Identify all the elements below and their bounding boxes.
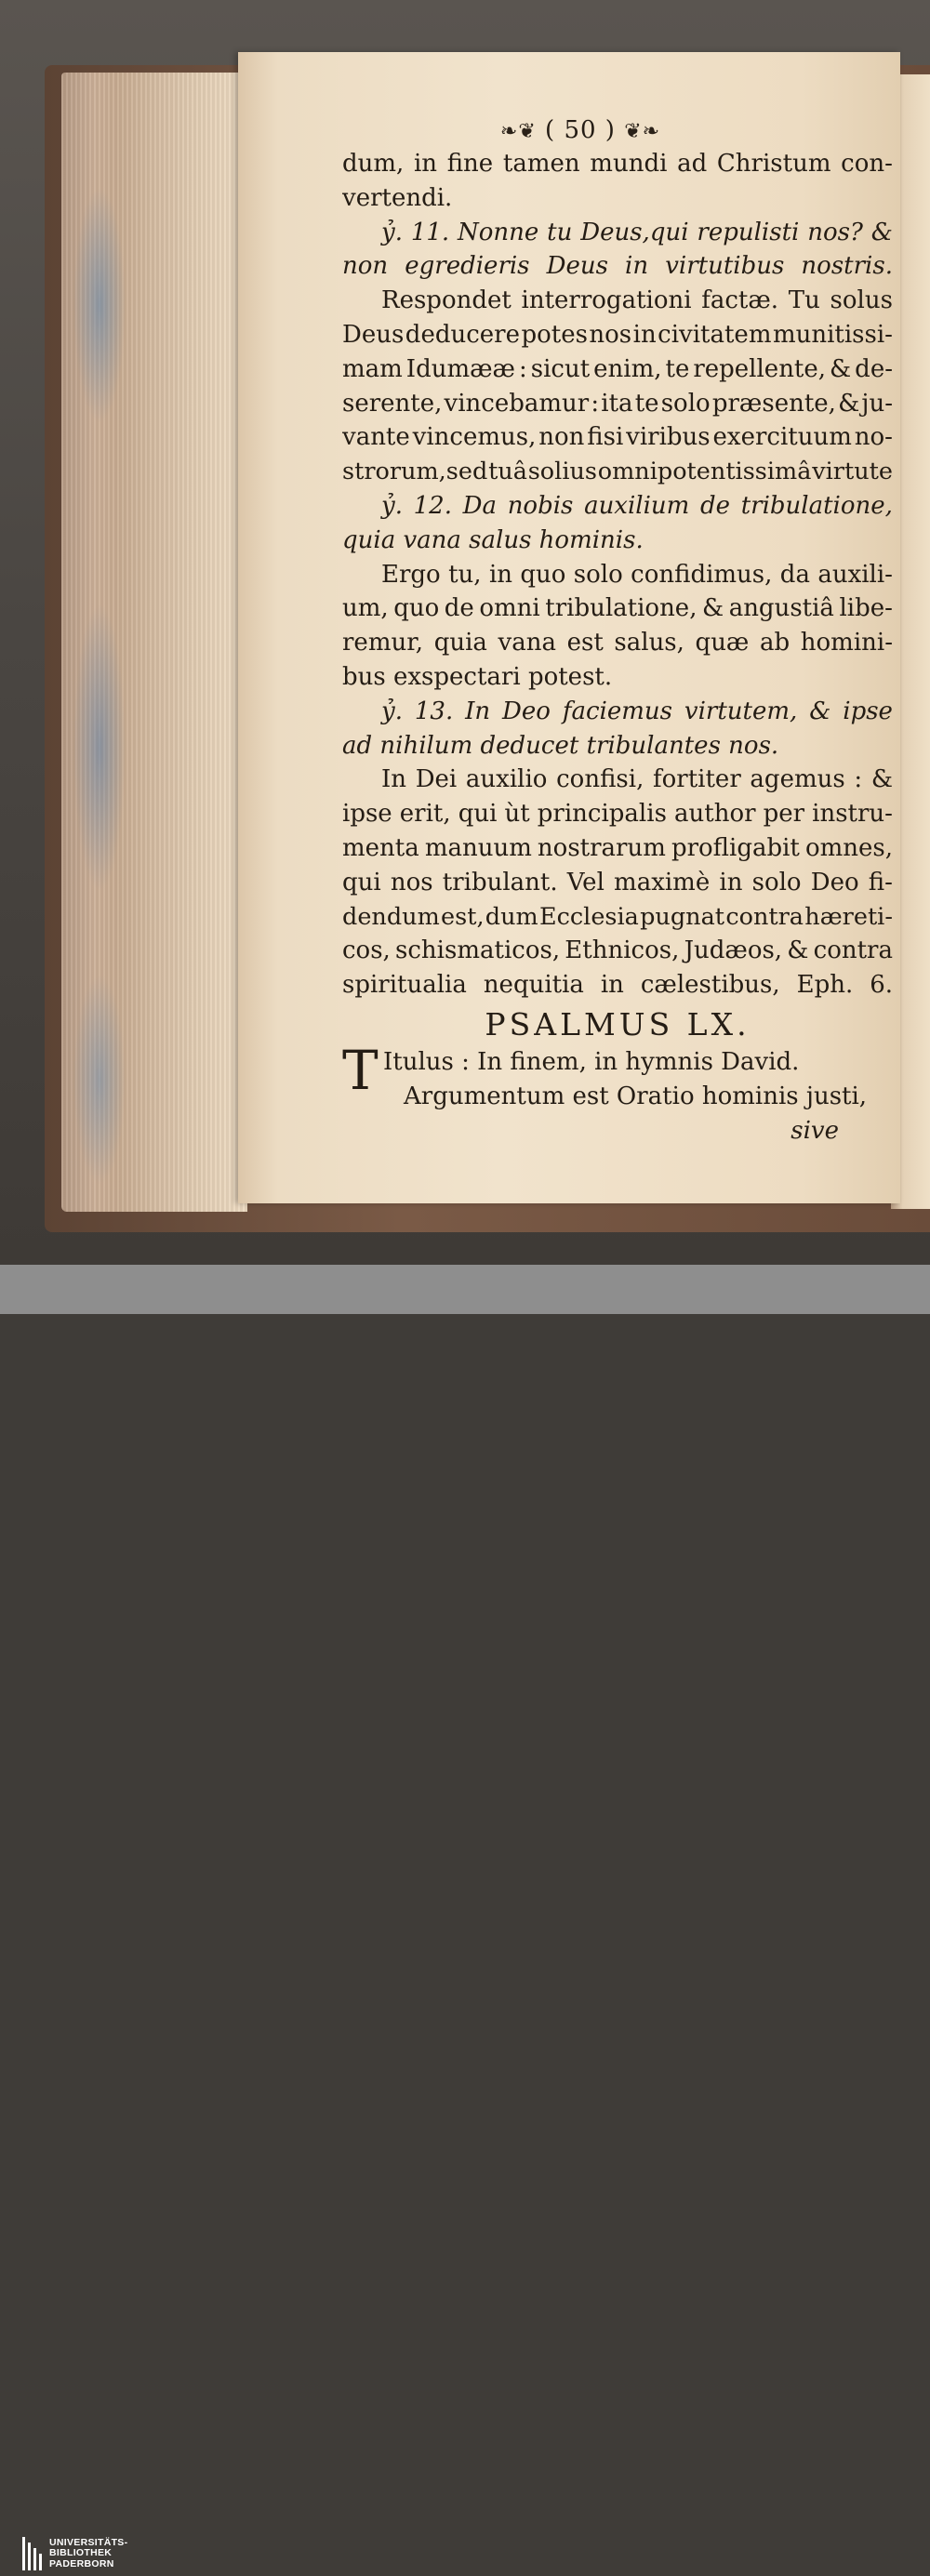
text-line xyxy=(342,968,893,1003)
word: strorum,sed xyxy=(342,458,488,486)
word: menta xyxy=(342,833,419,862)
word: In xyxy=(381,765,407,794)
word: ab xyxy=(760,629,790,657)
word: fine xyxy=(446,150,494,178)
logo-line-3: PADERBORN xyxy=(49,2557,114,2569)
word: schismaticos, xyxy=(395,936,561,965)
word: 13. xyxy=(414,697,454,725)
page-header xyxy=(342,113,893,147)
text-line xyxy=(342,147,893,181)
word: repulisti xyxy=(697,218,800,246)
word: homini- xyxy=(800,629,893,657)
word: remur, xyxy=(342,629,424,657)
word: vana xyxy=(498,629,556,657)
word: ỷ. xyxy=(381,491,403,520)
word: Ethnicos, xyxy=(565,936,680,965)
word: omnipotentissimâ xyxy=(597,458,812,486)
word: faciemus xyxy=(562,697,672,725)
word: tu, xyxy=(448,560,482,589)
word: principalis xyxy=(537,800,667,829)
word: : xyxy=(854,765,863,794)
word: vincemus, xyxy=(412,423,537,452)
text-line xyxy=(342,900,893,935)
word: in xyxy=(632,320,657,349)
word: Deus xyxy=(342,320,405,349)
word: tribulatione, xyxy=(545,594,698,623)
word: Deus xyxy=(546,252,608,281)
ornament-right-icon: ❦❧ xyxy=(624,120,661,143)
word: te xyxy=(665,354,690,383)
word: mam xyxy=(342,354,403,383)
text-line xyxy=(342,934,893,968)
word: cos, xyxy=(342,936,391,965)
word: salus, xyxy=(614,629,684,657)
word: te xyxy=(634,389,659,418)
word: quo xyxy=(393,594,440,623)
word: agemus xyxy=(750,765,845,794)
word: in xyxy=(413,150,438,178)
psalm-heading: PSALMUS LX. xyxy=(485,1005,751,1042)
text-line xyxy=(342,216,893,250)
page-edge-stain xyxy=(67,84,132,1190)
text-line xyxy=(342,626,893,660)
text-line xyxy=(342,318,893,352)
word: solius xyxy=(527,458,597,486)
word: ipse xyxy=(342,800,392,829)
word: Nonne xyxy=(458,218,539,246)
word: hæreti- xyxy=(804,902,893,931)
word: contra xyxy=(813,936,893,965)
catchword: sive xyxy=(790,1116,839,1145)
word: & xyxy=(809,697,831,725)
word: nos xyxy=(589,320,632,349)
word: virtute xyxy=(812,458,893,486)
logo-line-2: BIBLIOTHEK xyxy=(49,2547,113,2559)
word: nos xyxy=(390,868,433,896)
word: in xyxy=(625,252,649,281)
word: Ecclesia xyxy=(538,902,639,931)
word: est xyxy=(566,629,604,657)
word: omni xyxy=(479,594,540,623)
word: quæ xyxy=(695,629,750,657)
word: Tu xyxy=(788,286,820,315)
word: deducere xyxy=(405,320,520,349)
word: sicut xyxy=(530,354,591,383)
text-line xyxy=(342,866,893,900)
word: fortiter xyxy=(653,765,741,794)
word: ipse xyxy=(843,697,893,725)
word: Respondet xyxy=(381,286,512,315)
word: & xyxy=(702,594,724,623)
text-line xyxy=(342,695,893,729)
word: Judæos, xyxy=(684,936,783,965)
word: vante xyxy=(342,423,410,452)
word: profligabit xyxy=(671,833,800,862)
word: solus xyxy=(830,286,893,315)
text-line xyxy=(342,387,893,421)
word: interrogationi xyxy=(521,286,692,315)
word: angustiâ xyxy=(728,594,834,623)
word: præsente, xyxy=(711,389,836,418)
word: quo xyxy=(520,560,566,589)
word: con- xyxy=(841,150,893,178)
word: manuum xyxy=(424,833,532,862)
word: cælestibus, xyxy=(640,971,780,1000)
text-line xyxy=(342,455,893,489)
library-logo xyxy=(22,2531,171,2576)
ornament-left-icon: ❧❦ xyxy=(499,120,537,143)
word: solo xyxy=(660,389,711,418)
word: nobis xyxy=(507,491,574,520)
word: ju- xyxy=(861,389,893,418)
word: confidimus, xyxy=(631,560,773,589)
text-line: quia vana salus hominis. xyxy=(342,525,644,554)
word: & xyxy=(870,765,893,794)
text-line xyxy=(342,249,893,284)
word: da xyxy=(779,560,810,589)
word: repellente, xyxy=(693,354,827,383)
word: Ergo xyxy=(381,560,441,589)
text-line xyxy=(342,797,893,831)
word: egredieris xyxy=(405,252,530,281)
word: Idumææ xyxy=(405,354,515,383)
word: in xyxy=(719,868,743,896)
word: enim, xyxy=(593,354,662,383)
word: de- xyxy=(855,354,893,383)
word: auxilium xyxy=(584,491,690,520)
text-line: vertendi. xyxy=(342,183,453,212)
word: in xyxy=(488,560,512,589)
word: fi- xyxy=(868,868,893,896)
text-line xyxy=(342,284,893,318)
page-number-close: ) xyxy=(596,116,625,144)
word: munitissi- xyxy=(772,320,893,349)
word: ỷ. xyxy=(381,697,403,725)
word: nequitia xyxy=(483,971,584,1000)
word: ita xyxy=(601,389,633,418)
word: author xyxy=(674,800,756,829)
word: vincebamur xyxy=(444,389,590,418)
word: fisi xyxy=(587,423,624,452)
text-line xyxy=(342,352,893,387)
word: virtutem, xyxy=(684,697,798,725)
word: civitatem xyxy=(658,320,772,349)
word: maximè xyxy=(614,868,711,896)
word: de xyxy=(700,491,731,520)
word: dum xyxy=(485,902,538,931)
word: non xyxy=(342,252,389,281)
word: auxili- xyxy=(817,560,893,589)
word: nos? xyxy=(807,218,863,246)
word: pugnat xyxy=(640,902,725,931)
word: potes xyxy=(521,320,588,349)
word: Christum xyxy=(716,150,831,178)
word: nostris. xyxy=(801,252,893,281)
argument-line: Argumentum est Oratio hominis justi, xyxy=(404,1082,868,1110)
word: & xyxy=(870,218,893,246)
word: qui xyxy=(458,800,498,829)
drop-capital: T xyxy=(342,1038,379,1102)
book-photograph xyxy=(0,0,930,1265)
word: dum, xyxy=(342,150,405,178)
word: Dei xyxy=(415,765,458,794)
word: contra xyxy=(725,902,804,931)
text-line xyxy=(342,763,893,797)
word: tamen xyxy=(502,150,580,178)
text-line xyxy=(342,558,893,592)
logo-line-1: UNIVERSITÄTS- xyxy=(49,2536,128,2548)
word: mundi xyxy=(590,150,668,178)
word: viribus xyxy=(626,423,711,452)
page-text xyxy=(342,113,893,1197)
word: tribulatione, xyxy=(740,491,893,520)
word: Eph. xyxy=(796,971,854,1000)
word: Da xyxy=(462,491,498,520)
text-line xyxy=(342,831,893,866)
word: erit, xyxy=(399,800,451,829)
word: & xyxy=(830,354,852,383)
word: 6. xyxy=(870,971,893,1000)
word: exercituum xyxy=(712,423,852,452)
library-logo-text xyxy=(49,2538,127,2570)
word: ad xyxy=(677,150,708,178)
word: serente, xyxy=(342,389,443,418)
word: tuâ xyxy=(488,458,527,486)
word: & xyxy=(787,936,809,965)
word: est, xyxy=(441,902,485,931)
word: In xyxy=(465,697,491,725)
page-number-open: ( xyxy=(545,116,565,144)
word: 12. xyxy=(413,491,452,520)
body-lines xyxy=(342,147,893,1003)
word: solo xyxy=(573,560,623,589)
word: per xyxy=(763,800,805,829)
word: um, xyxy=(342,594,389,623)
word: : xyxy=(518,354,527,383)
word: auxilio xyxy=(465,765,548,794)
word: de xyxy=(444,594,474,623)
word: tu xyxy=(547,218,573,246)
word: omnes, xyxy=(804,833,893,862)
word: Vel xyxy=(566,868,604,896)
word: libe- xyxy=(839,594,893,623)
word: 11. xyxy=(410,218,450,246)
text-line xyxy=(342,489,893,524)
word: virtutibus xyxy=(665,252,785,281)
word: nostrarum xyxy=(537,833,666,862)
psalm-title-text: Itulus : In finem, in hymnis David. xyxy=(383,1047,800,1076)
word: Deo xyxy=(810,868,859,896)
text-line: ad nihilum deducet tribulantes nos. xyxy=(342,731,779,760)
word: no- xyxy=(854,423,893,452)
word: Deus,qui xyxy=(580,218,689,246)
scan-footer-bar xyxy=(0,1265,930,2569)
word: Deo xyxy=(502,697,551,725)
word: non xyxy=(538,423,585,452)
page-number: 50 xyxy=(564,116,597,144)
word: & xyxy=(838,389,860,418)
text-line xyxy=(342,591,893,626)
word: dendum xyxy=(342,902,440,931)
word: solo xyxy=(751,868,802,896)
word: ùt xyxy=(504,800,530,829)
word: : xyxy=(591,389,600,418)
word: qui xyxy=(342,868,381,896)
word: confisi, xyxy=(556,765,644,794)
word: quia xyxy=(433,629,487,657)
word: tribulant. xyxy=(442,868,558,896)
library-logo-icon xyxy=(22,2537,42,2570)
word: ỷ. xyxy=(381,218,403,246)
text-line xyxy=(342,420,893,455)
text-line: bus exspectari potest. xyxy=(342,662,613,691)
word: spiritualia xyxy=(342,971,467,1000)
word: in xyxy=(600,971,624,1000)
word: factæ. xyxy=(701,286,779,315)
word: instru- xyxy=(812,800,893,829)
